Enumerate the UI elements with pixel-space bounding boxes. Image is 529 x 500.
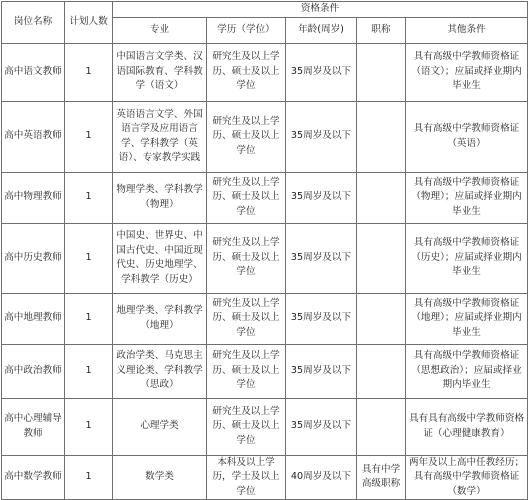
cell-other: 具有高级中学教师资格证（思想政治）；应届或择业期内毕业生 [406, 344, 528, 398]
cell-education: 研究生及以上学历、硕士及以上学位 [207, 43, 286, 101]
cell-education: 研究生及以上学历、硕士及以上学位 [207, 101, 286, 172]
cell-other: 具有具有高级中学教师资格证（心理健康教育） [406, 398, 528, 455]
cell-title [357, 223, 406, 293]
table-row [2, 172, 528, 223]
cell-age: 35周岁及以下 [286, 223, 357, 293]
cell-age: 35周岁及以下 [286, 344, 357, 398]
cell-position: 高中心理辅导教师 [2, 398, 65, 455]
header-position: 岗位名称 [2, 2, 65, 44]
table-row [2, 455, 528, 500]
cell-planned: 1 [65, 101, 113, 172]
cell-major: 数学类 [113, 455, 207, 500]
cell-position: 高中语文教师 [2, 43, 65, 101]
cell-major: 心理学类 [113, 398, 207, 455]
header-qualification: 资格条件 [113, 2, 528, 18]
table-row [2, 101, 528, 172]
cell-age: 35周岁及以下 [286, 101, 357, 172]
cell-position: 高中英语教师 [2, 101, 65, 172]
cell-position: 高中物理教师 [2, 172, 65, 223]
cell-education: 研究生及以上学历、硕士及以上学位 [207, 223, 286, 293]
cell-position: 高中历史教师 [2, 223, 65, 293]
cell-planned: 1 [65, 43, 113, 101]
table-row [2, 223, 528, 293]
header-row-top [2, 2, 528, 18]
cell-age: 40周岁及以下 [286, 455, 357, 500]
cell-planned: 1 [65, 398, 113, 455]
header-title: 职称 [357, 17, 406, 43]
header-planned: 计划人数 [65, 2, 113, 44]
cell-other: 具有高级中学教师资格证（语文）；应届或择业期内毕业生 [406, 43, 528, 101]
cell-planned: 1 [65, 172, 113, 223]
cell-title [357, 43, 406, 101]
cell-other: 具有高级中学教师资格证（地理）；应届或择业期内毕业生 [406, 293, 528, 344]
cell-planned: 1 [65, 344, 113, 398]
cell-major: 中国史、世界史、中国古代史、中国近现代史、历史地理学、学科教学（历史） [113, 223, 207, 293]
cell-major: 地理学类、学科教学（地理） [113, 293, 207, 344]
table-row [2, 43, 528, 101]
cell-title [357, 398, 406, 455]
table-row [2, 293, 528, 344]
cell-title [357, 101, 406, 172]
cell-education: 研究生及以上学历、硕士及以上学位 [207, 344, 286, 398]
cell-planned: 1 [65, 455, 113, 500]
cell-title [357, 344, 406, 398]
cell-planned: 1 [65, 223, 113, 293]
cell-major: 英语语言文学、外国语言学及应用语言学、学科教学（英语）、专家教学实践 [113, 101, 207, 172]
cell-position: 高中数学教师 [2, 455, 65, 500]
header-education: 学历（学位） [207, 17, 286, 43]
cell-title: 具有中学高级职称 [357, 455, 406, 500]
cell-planned: 1 [65, 293, 113, 344]
recruitment-table [1, 1, 528, 500]
cell-age: 35周岁及以下 [286, 43, 357, 101]
cell-title [357, 293, 406, 344]
cell-other: 两年及以上高中任教经历；具有高级中学教师资格证（数学） [406, 455, 528, 500]
cell-major: 中国语言文学类、汉语国际教育、学科教学（语文） [113, 43, 207, 101]
cell-major: 政治学类、马克思主义理论类、学科教学（思政） [113, 344, 207, 398]
cell-education: 研究生及以上学历、硕士及以上学位 [207, 293, 286, 344]
cell-title [357, 172, 406, 223]
cell-age: 35周岁及以下 [286, 398, 357, 455]
cell-age: 35周岁及以下 [286, 293, 357, 344]
cell-position: 高中地理教师 [2, 293, 65, 344]
cell-other: 具有高级中学教师资格证（英语） [406, 101, 528, 172]
cell-other: 具有高级中学教师资格证（物理）；应届或择业期内毕业生 [406, 172, 528, 223]
cell-education: 研究生及以上学历、硕士及以上学位 [207, 398, 286, 455]
table-row [2, 344, 528, 398]
cell-major: 物理学类、学科教学（物理） [113, 172, 207, 223]
cell-education: 研究生及以上学历、硕士及以上学位 [207, 172, 286, 223]
header-other: 其他条件 [406, 17, 528, 43]
header-age: 年龄(周岁) [286, 17, 357, 43]
cell-position: 高中政治教师 [2, 344, 65, 398]
cell-age: 35周岁及以下 [286, 172, 357, 223]
cell-education: 本科及以上学历，学士及以上学位 [207, 455, 286, 500]
cell-other: 具有高级中学教师资格证（历史）；应届或择业期内毕业生 [406, 223, 528, 293]
header-major: 专业 [113, 17, 207, 43]
table-row [2, 398, 528, 455]
